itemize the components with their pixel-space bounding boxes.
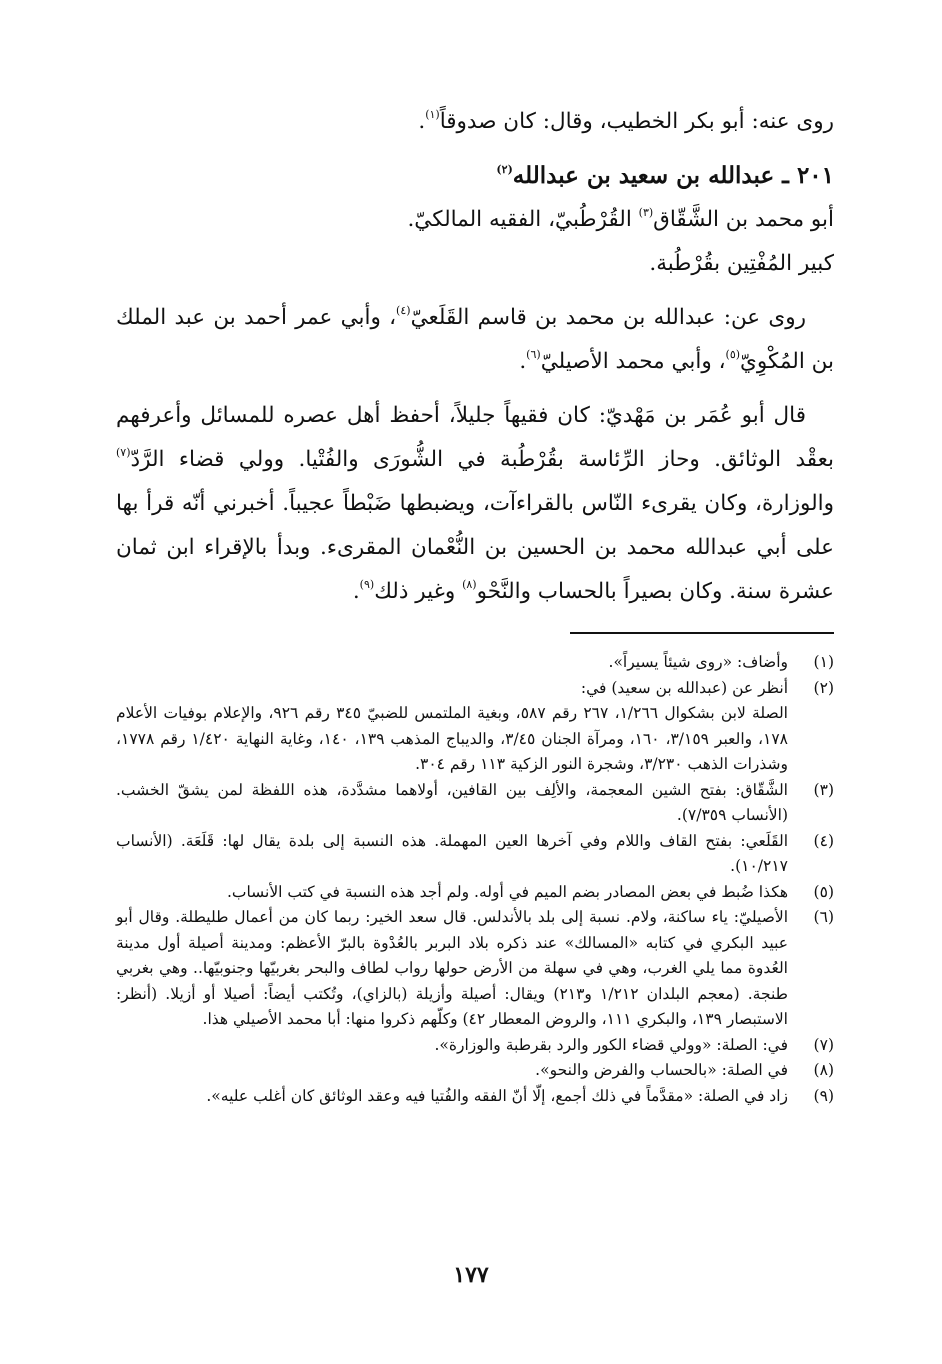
footnote — [116, 1058, 834, 1084]
footnote-text: في الصلة: «بالحساب والفرض والنحو». — [535, 1061, 788, 1079]
footnote-text: القَلَعي: بفتح القاف واللام وفي آخرها العين المهملة. هذه النسبة إلى بلدة يقال لها: قَلَعَة. (الأنساب ١٠/٢١٧). — [116, 831, 788, 875]
footnote-ref: (٥) — [725, 348, 741, 362]
footnote-number: (٤) — [813, 831, 834, 850]
footnote-divider — [570, 632, 834, 634]
footnote-ref: (٣) — [638, 206, 654, 220]
footnote-text: الأصيليّ: ياء ساكنة، ولام. نسبة إلى بلد بالأندلس. قال سعد الخير: ربما كان من أعمال طليطلة. وقال أبو عبيد البكري في كتابه «المسالك» عند ذكره بلاد البربر بالعُدْوة بالبرّ الأعظم: ومدينة أصيلة أول مدينة العُدوة مما يلي الغرب، وهي في سهلة من الأرض حولها رواب لطاف والبحر بغربيّها وجنوبيّها.. وهي بغربي طنجة. (معجم البلدان ١/٢١٢ و٢١٣) ويقال: أصيلة وأزيلة (بالزاي)، وتُكتب أيضاً: أصيلا أو أزيلا. (أنظر: الاستبصار ١٣٩، والبكري ١١١، والروض المعطار ٤٢) وكلّهم ذكروا منها: أبا محمد الأصيلي هذا. — [116, 908, 788, 1028]
footnote-number: (٧) — [813, 1035, 834, 1054]
footnote-ref: (١) — [425, 108, 440, 122]
footnote-number: (٨) — [813, 1061, 834, 1079]
footnote-text: الشَّقّاق: بفتح الشين المعجمة، والألِف بين القافين، أولاهما مشدَّدة، هذه اللفظة لمن يشقّ الخشب. (الأنساب ٧/٣٥٩). — [116, 780, 788, 824]
biography-paragraph: قال أبو عُمَر بن مَهْديّ: كان فقيهاً جليلاً، أحفظ أهل عصره للمسائل وأعرفهم بعقْد الوثائق. وحاز الرِّئاسة بقُرْطُبة في الشُّورَى والفُتْيا. وولي قضاء الرَّدّ$^{(٧)}$ والوزارة، وكان يقرىء النّاس بالقراءآت، ويضبطها ضَبْطاً عجيباً. أخبرني أنّه قرأ بها على أبي عبدالله محمد بن الحسين بن النُّعْمان المقرىء. وبدأ بالإقراء ابن ثمان عشرة سنة. وكان بصيراً بالحساب والنَّحْو$^{(٨)}$ وغير ذلك$^{(٩)}$. — [116, 403, 834, 604]
footnote-number: (١) — [813, 653, 834, 671]
footnote-text: أنظر عن (عبدالله بن سعيد) في: — [580, 678, 788, 697]
footnote-text: زاد في الصلة: «مقدَّماً في ذلك أجمع، إلّا أنّ الفقه والفُتيا فيه وعقد الوثائق كان أغلب عليه». — [206, 1086, 788, 1105]
footnote-ref: (٢) — [496, 163, 513, 177]
riwaya-line: روى عنه: أبو بكر الخطيب، وقال: كان صدوقاً$^{(١)}$. — [418, 108, 834, 134]
footnote-ref: (٤) — [396, 304, 411, 318]
footnote-number: (٦) — [813, 908, 834, 926]
footnote-text: في: الصلة: «وولي قضاء الكور والرد بقرطبة والوزارة». — [434, 1035, 788, 1054]
footnotes — [116, 650, 834, 1109]
kabir-line: كبير المُفْتِين بقُرْطُبة. — [649, 251, 834, 276]
footnote-text: وأضاف: «روى شيئاً يسيراً». — [608, 653, 788, 671]
footnote-ref: (٩) — [359, 578, 375, 592]
footnote-ref: (٨) — [462, 578, 477, 592]
entry-heading — [116, 154, 834, 198]
main-text — [116, 100, 834, 614]
footnote-number: (٢) — [813, 678, 834, 697]
entry-number: ٢٠١ ـ — [774, 162, 834, 189]
footnote — [116, 778, 834, 829]
entry-name: عبدالله بن سعيد بن عبدالله — [512, 162, 775, 189]
footnote — [116, 829, 834, 880]
footnote — [116, 880, 834, 906]
footnote-ref: (٦) — [526, 348, 541, 362]
footnote-text: الصلة لابن بشكوال ١/٢٦٦، ٢٦٧ رقم ٥٨٧، وبغية الملتمس للضبيّ ٣٤٥ رقم ٩٢٦، والإعلام بوفيات الأعلام ١٧٨، والعبر ٣/١٥٩، ١٦٠، ومرآة الجنان ٣/٤٥، والديباج المذهب ١٣٩، ١٤٠، وغاية النهاية ١/٤٢٠ رقم ١٧٧٨، وشذرات الذهب ٣/٢٣٠، وشجرة النور الزكية ١١٣ رقم ٣٠٤. — [116, 704, 789, 773]
page-number: ١٧٧ — [453, 1262, 489, 1288]
footnote-number: (٥) — [813, 882, 834, 901]
footnote-text: هكذا ضُبط في بعض المصادر بضم الميم في أوله. ولم أجد هذه النسبة في كتب الأنساب. — [226, 882, 788, 901]
footnote-number: (٩) — [813, 1086, 834, 1105]
footnote — [116, 1033, 834, 1059]
footnote — [116, 676, 834, 778]
footnote-ref: (٧) — [116, 446, 131, 460]
footnote — [116, 650, 834, 676]
footnote-number: (٣) — [813, 780, 834, 799]
footnote — [116, 905, 834, 1033]
footnote — [116, 1084, 834, 1110]
kunya-line: أبو محمد بن الشَّقّاق$^{(٣)}$ القُرْطُبيّ، الفقيه المالكيّ. — [407, 206, 834, 232]
shuyukh-paragraph: روى عن: عبدالله بن محمد بن قاسم القَلَعيّ$^{(٤)}$، وأبي عمر أحمد بن عبد الملك بن المُكْوِيّ$^{(٥)}$، وأبي محمد الأصيليّ$^{(٦)}$. — [116, 304, 834, 374]
